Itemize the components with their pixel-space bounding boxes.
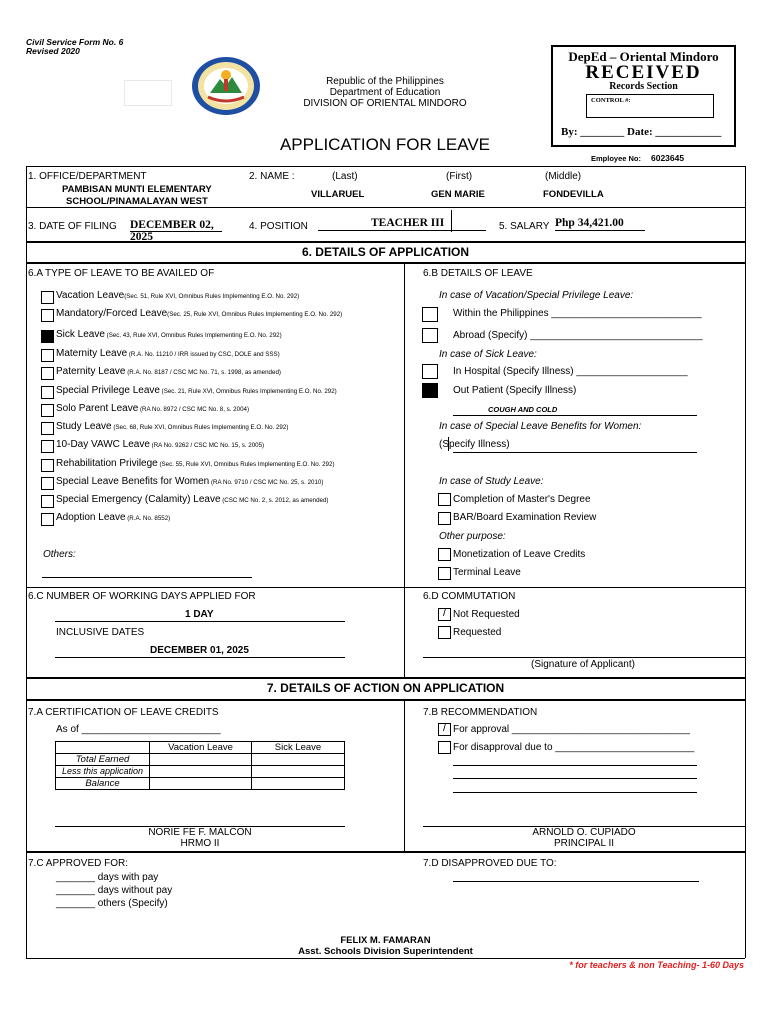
leave-type-label: Special Emergency (Calamity) Leave [56, 494, 221, 505]
masters-label: Completion of Master's Degree [453, 494, 591, 505]
row-balance: Balance [56, 778, 150, 790]
leave-type-checkbox[interactable] [41, 386, 54, 399]
leave-type-legal-basis: (Sec. 51, Rule XVI, Omnibus Rules Implementing E.O. No. 292) [124, 293, 300, 300]
specify-illness-label: (Specify Illness) [439, 439, 510, 450]
leave-type-legal-basis: (Sec. 21, Rule XVI, Omnibus Rules Implementing E.O. No. 292) [159, 388, 337, 395]
stamp-by-date: By: ________ Date: ____________ [561, 126, 722, 138]
abroad-checkbox[interactable] [422, 328, 438, 343]
leave-credits-table [55, 741, 345, 790]
name-label: 2. NAME : [249, 171, 295, 182]
stamp-office: DepEd – Oriental Mindoro [568, 49, 719, 64]
leave-type-legal-basis: (R.A. No. 8552) [125, 515, 171, 522]
position-value: TEACHER III [371, 217, 445, 229]
asds-name: FELIX M. FAMARAN [340, 935, 431, 946]
leave-type-item [56, 421, 288, 432]
monetization-checkbox[interactable] [438, 548, 451, 561]
leave-type-item [56, 348, 280, 359]
leave-type-item [56, 476, 323, 487]
form-code: Civil Service Form No. 6 [26, 37, 124, 47]
col-vacation-leave: Vacation Leave [150, 742, 252, 754]
leave-type-item [56, 494, 329, 505]
department-text: Department of Education [329, 87, 441, 98]
leave-type-label: Special Privilege Leave [56, 385, 160, 396]
employee-no-value: 6023645 [651, 153, 685, 163]
for-approval-check-mark: / [442, 722, 447, 734]
middle-name-value: FONDEVILLA [543, 189, 604, 200]
recommendation-title: 7.B RECOMMENDATION [423, 707, 538, 718]
leave-type-checkbox[interactable] [41, 291, 54, 304]
in-hospital-checkbox[interactable] [422, 364, 438, 379]
leave-type-checkbox[interactable] [41, 440, 54, 453]
leave-type-label: Vacation Leave [56, 290, 125, 301]
within-philippines-checkbox[interactable] [422, 307, 438, 322]
total-earned-sick-cell[interactable] [252, 754, 345, 766]
leave-type-label: Solo Parent Leave [56, 403, 139, 414]
working-days-title: 6.C NUMBER OF WORKING DAYS APPLIED FOR [28, 591, 256, 602]
total-earned-vacation-cell[interactable] [150, 754, 252, 766]
others-label: Others: [43, 549, 76, 560]
leave-type-legal-basis: (RA No. 8972 / CSC MC No. 8, s. 2004) [138, 406, 250, 413]
filing-value-2: 2025 [130, 231, 153, 243]
leave-type-legal-basis: (R.A. No. 8187 / CSC MC No. 71, s. 1998, as amended) [125, 369, 281, 376]
leave-type-item [56, 329, 282, 340]
leave-type-checkbox[interactable] [41, 330, 54, 343]
leave-type-checkbox[interactable] [41, 367, 54, 380]
details-of-leave-title: 6.B DETAILS OF LEAVE [423, 268, 533, 279]
leave-type-item [56, 366, 281, 377]
leave-type-item [56, 439, 264, 450]
approved-for-title: 7.C APPROVED FOR: [28, 858, 129, 869]
leave-type-item [56, 385, 337, 396]
leave-type-checkbox[interactable] [41, 309, 54, 322]
hrmo-name: NORIE FE F. MALCON [148, 827, 252, 838]
leave-type-checkbox[interactable] [41, 513, 54, 526]
principal-name: ARNOLD O. CUPIADO [532, 827, 636, 838]
less-application-vacation-cell[interactable] [150, 766, 252, 778]
leave-type-legal-basis: (Sec. 43, Rule XVI, Omnibus Rules Implementing E.O. No. 292) [104, 332, 282, 339]
women-case-label: In case of Special Leave Benefits for Women: [439, 421, 642, 432]
first-label: (First) [446, 171, 473, 182]
monetization-label: Monetization of Leave Credits [453, 549, 586, 560]
blank-box [124, 80, 172, 106]
position-label: 4. POSITION [249, 221, 308, 232]
leave-type-label: Adoption Leave [56, 512, 126, 523]
middle-label: (Middle) [545, 171, 582, 182]
hrmo-title: HRMO II [180, 838, 220, 849]
leave-type-checkbox[interactable] [41, 495, 54, 508]
office-value-2: SCHOOL/PINAMALAYAN WEST [66, 196, 208, 207]
republic-text: Republic of the Philippines [326, 76, 444, 87]
row-total-earned: Total Earned [56, 754, 150, 766]
section6-header: 6. DETAILS OF APPLICATION [301, 245, 470, 259]
control-label: CONTROL #: [591, 97, 631, 104]
terminal-leave-checkbox[interactable] [438, 567, 451, 580]
sick-case-label: In case of Sick Leave: [439, 349, 537, 360]
abroad-label: Abroad (Specify) _______________________________ [453, 330, 703, 341]
not-requested-label: Not Requested [453, 609, 520, 620]
row-less-this-application: Less this application [56, 766, 150, 778]
leave-type-checkbox[interactable] [41, 404, 54, 417]
page-title: APPLICATION FOR LEAVE [279, 135, 491, 154]
for-approval-checkbox[interactable] [438, 723, 451, 736]
study-case-label: In case of Study Leave: [439, 476, 544, 487]
leave-type-checkbox[interactable] [41, 349, 54, 362]
masters-checkbox[interactable] [438, 493, 451, 506]
employee-no-label: Employee No: [591, 154, 642, 163]
leave-type-legal-basis: (CSC MC No. 2, s. 2012, as amended) [220, 497, 329, 504]
in-hospital-label: In Hospital (Specify Illness) ____________________ [453, 366, 688, 377]
days-without-pay: _______ days without pay [56, 885, 173, 896]
leave-type-checkbox[interactable] [41, 422, 54, 435]
others-specify: _______ others (Specify) [56, 898, 168, 909]
stamp-section: Records Section [609, 81, 678, 92]
terminal-leave-label: Terminal Leave [453, 567, 521, 578]
leave-type-label: Study Leave [56, 421, 112, 432]
certification-title: 7.A CERTIFICATION OF LEAVE CREDITS [28, 707, 219, 718]
leave-type-legal-basis: (R.A. No. 11210 / IRR issued by CSC, DOLE and SSS) [127, 351, 280, 358]
salary-value: Php 34,421.00 [555, 217, 624, 229]
principal-title: PRINCIPAL II [553, 838, 614, 849]
leave-type-legal-basis: (Sec. 55, Rule XVI, Omnibus Rules Implementing E.O. No. 292) [157, 461, 335, 468]
office-value-1: PAMBISAN MUNTI ELEMENTARY [62, 184, 212, 195]
balance-vacation-cell[interactable] [150, 778, 252, 790]
leave-type-label: Sick Leave [56, 329, 105, 340]
inclusive-dates-value: DECEMBER 01, 2025 [150, 645, 249, 656]
within-philippines-label: Within the Philippines ___________________________ [453, 308, 702, 319]
vacation-case-label: In case of Vacation/Special Privilege Leave: [439, 290, 634, 301]
leave-type-item [56, 458, 335, 469]
col-sick-leave: Sick Leave [252, 742, 345, 754]
balance-sick-cell[interactable] [252, 778, 345, 790]
division-text: DIVISION OF ORIENTAL MINDORO [303, 98, 467, 109]
working-days-value: 1 DAY [185, 609, 214, 620]
leave-type-legal-basis: (RA No. 9710 / CSC MC No. 25, s. 2010) [209, 479, 324, 486]
not-requested-check-mark: / [442, 607, 447, 619]
leave-type-label: Rehabilitation Privilege [56, 458, 158, 469]
filing-label: 3. DATE OF FILING [28, 221, 117, 232]
for-disapproval-label: For disapproval due to _________________________ [453, 742, 695, 753]
filing-value-1: DECEMBER 02, [130, 219, 214, 231]
leave-type-item [56, 403, 249, 414]
for-approval-label: For approval ________________________________ [453, 724, 690, 735]
leave-type-legal-basis: (RA No. 9262 / CSC MC No. 15, s. 2005) [149, 442, 265, 449]
days-with-pay: _______ days with pay [56, 872, 159, 883]
for-disapproval-checkbox[interactable] [438, 741, 451, 754]
bar-review-label: BAR/Board Examination Review [453, 512, 597, 523]
leave-type-label: 10-Day VAWC Leave [56, 439, 150, 450]
inclusive-dates-label: INCLUSIVE DATES [56, 627, 145, 638]
leave-type-label: Paternity Leave [56, 366, 126, 377]
deped-seal-icon [190, 55, 262, 117]
out-patient-checkbox[interactable] [422, 383, 438, 398]
signature-of-applicant: (Signature of Applicant) [531, 659, 635, 670]
bar-review-checkbox[interactable] [438, 512, 451, 525]
asds-title: Asst. Schools Division Superintendent [298, 946, 473, 957]
leave-type-legal-basis: (Sec. 25, Rule XVI, Omnibus Rules Implementing E.O. No. 292) [167, 311, 343, 318]
commutation-title: 6.D COMMUTATION [423, 591, 516, 602]
disapproved-title: 7.D DISAPPROVED DUE TO: [423, 858, 557, 869]
section7-header: 7. DETAILS OF ACTION ON APPLICATION [266, 681, 505, 695]
leave-type-checkbox[interactable] [41, 477, 54, 490]
footer-note: * for teachers & non Teaching- 1-60 Days [569, 960, 744, 970]
last-label: (Last) [332, 171, 358, 182]
leave-type-label: Mandatory/Forced Leave [56, 308, 168, 319]
as-of-label: As of _________________________ [56, 724, 221, 735]
illness-value: COUGH AND COLD [488, 405, 558, 414]
leave-type-item [56, 290, 299, 301]
requested-checkbox[interactable] [438, 626, 451, 639]
other-purpose-label: Other purpose: [439, 531, 506, 542]
leave-type-label: Special Leave Benefits for Women [56, 476, 210, 487]
not-requested-checkbox[interactable] [438, 608, 451, 621]
leave-type-label: Maternity Leave [56, 348, 128, 359]
office-label: 1. OFFICE/DEPARTMENT [28, 171, 147, 182]
out-patient-label: Out Patient (Specify Illness) [453, 385, 577, 396]
type-of-leave-title: 6.A TYPE OF LEAVE TO BE AVAILED OF [28, 268, 215, 279]
received-stamp [551, 45, 736, 147]
first-name-value: GEN MARIE [431, 189, 485, 200]
less-application-sick-cell[interactable] [252, 766, 345, 778]
salary-label: 5. SALARY [499, 221, 550, 232]
leave-type-item [56, 308, 342, 319]
leave-type-checkbox[interactable] [41, 459, 54, 472]
leave-type-item [56, 512, 170, 523]
form-revised: Revised 2020 [26, 46, 80, 56]
leave-type-legal-basis: (Sec. 68, Rule XVI, Omnibus Rules Implementing E.O. No. 292) [111, 424, 289, 431]
requested-label: Requested [453, 627, 502, 638]
last-name-value: VILLARUEL [311, 189, 365, 200]
stamp-received: RECEIVED [585, 62, 702, 83]
